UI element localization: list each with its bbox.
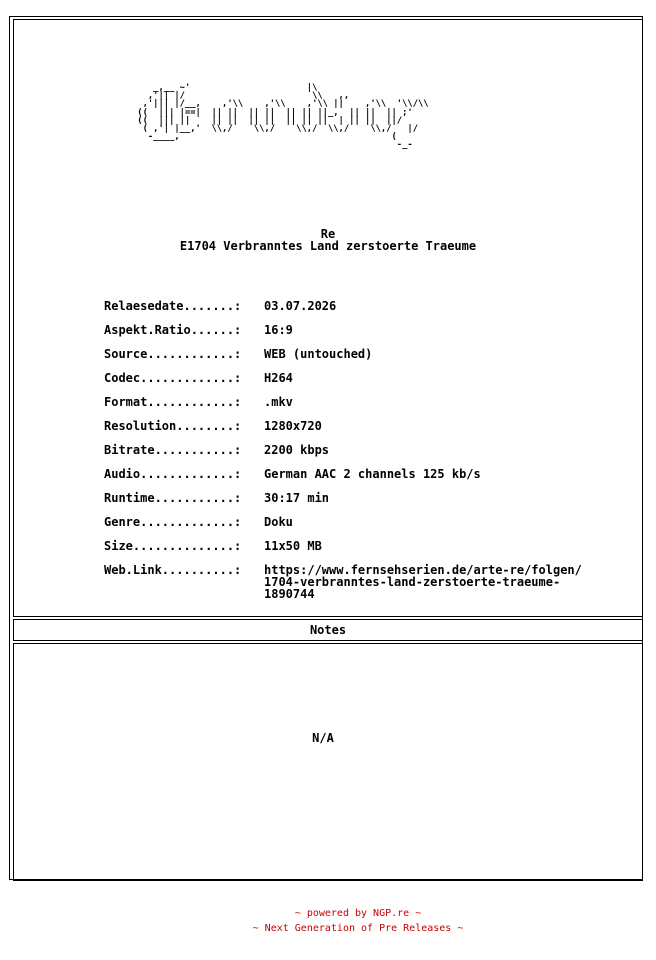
info-row-runtime — [104, 492, 624, 516]
info-row-bitrate — [104, 444, 624, 468]
footer-tagline: ~ Next Generation of Pre Releases ~ — [252, 923, 464, 934]
info-value: H264 — [264, 371, 293, 385]
info-row-source — [104, 348, 624, 372]
goodboy-ascii-logo: _,__ ~' |\ ,'|| |/ \\ ,, ,'||| |/__, ,'\\ ,'\\ ,'\\ || ,'\\ '\\/\\ (( ||| |==| || || || || || || ||_, || || || ;' (( ||| || || || || || || || || | || || ||/ ( ,'| |__,' \\,/ \\,/ \\,/ \\,/ \\,/ |/ -____, ( -_- — [137, 83, 429, 151]
release-info-list — [104, 300, 624, 604]
release-episode: E1704 Verbranntes Land zerstoerte Traeume — [179, 239, 477, 253]
info-row-genre — [104, 516, 624, 540]
info-key: Size..............: — [104, 539, 242, 553]
info-key: Codec.............: — [104, 371, 242, 385]
info-key: Resolution........: — [104, 419, 242, 433]
info-value: 11x50 MB — [264, 539, 322, 553]
info-key: Relaesedate.......: — [104, 299, 242, 313]
release-show: Re — [320, 227, 336, 241]
info-row-codec — [104, 372, 624, 396]
footer-powered-by[interactable]: ~ powered by NGP.re ~ — [294, 908, 422, 919]
info-key: Runtime...........: — [104, 491, 242, 505]
notes-panel — [13, 643, 643, 881]
info-row-aspect-ratio — [104, 324, 624, 348]
info-value: .mkv — [264, 395, 293, 409]
info-row-format — [104, 396, 624, 420]
info-value: 2200 kbps — [264, 443, 330, 457]
info-row-audio — [104, 468, 624, 492]
info-value: Doku — [264, 515, 293, 529]
info-key: Genre.............: — [104, 515, 242, 529]
info-value: 30:17 min — [264, 491, 330, 505]
info-value: WEB (untouched) — [264, 347, 373, 361]
info-key: Bitrate...........: — [104, 443, 242, 457]
web-link[interactable]: https://www.fernsehserien.de/arte-re/folgen/ 1704-verbranntes-land-zerstoerte-traeume- 1890744 — [264, 563, 582, 601]
info-key: Aspekt.Ratio......: — [104, 323, 242, 337]
notes-body: N/A — [312, 731, 334, 745]
info-key: Source............: — [104, 347, 242, 361]
info-key: Format............: — [104, 395, 242, 409]
info-value: German AAC 2 channels 125 kb/s — [264, 467, 481, 481]
info-value: 16:9 — [264, 323, 293, 337]
info-value: 1280x720 — [264, 419, 322, 433]
info-row-size — [104, 540, 624, 564]
info-row-web-link — [104, 564, 624, 604]
info-key: Audio.............: — [104, 467, 242, 481]
notes-title: Notes — [309, 623, 347, 637]
info-row-releasedate — [104, 300, 624, 324]
info-row-resolution — [104, 420, 624, 444]
info-key: Web.Link..........: — [104, 563, 242, 577]
info-value: 03.07.2026 — [264, 299, 337, 313]
